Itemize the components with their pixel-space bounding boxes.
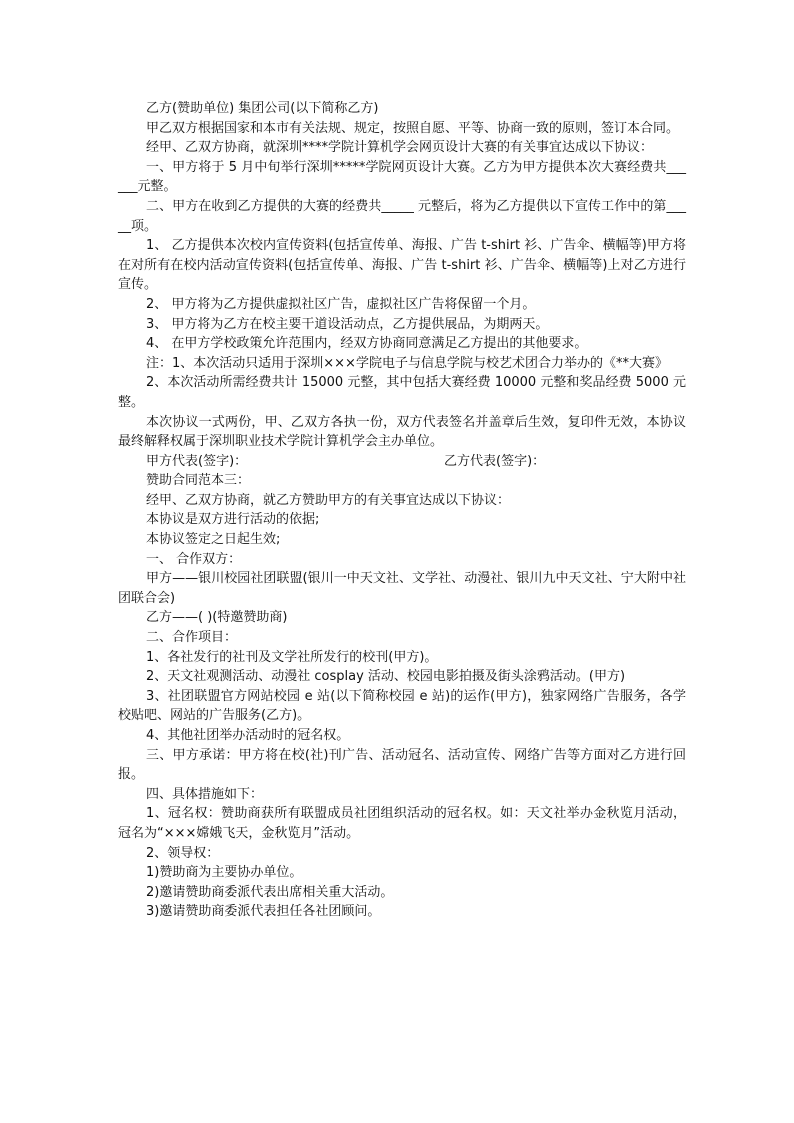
party-b-signature-label: 乙方代表(签字)： (444, 453, 546, 469)
paragraph: 赞助合同范本三： (146, 473, 251, 489)
paragraph: 4、其他社团举办活动时的冠名权。 (146, 728, 350, 743)
document-body (118, 99, 686, 922)
party-a-signature-label: 甲方代表(签字)： (146, 453, 248, 469)
paragraph: 本协议签定之日起生效; (146, 532, 281, 548)
paragraph: 经甲、乙双方协商，就深圳****学院计算机学会网页设计大赛的有关事宜达成以下协议： (146, 140, 654, 156)
paragraph: 本次协议一式两份，甲、乙双方各执一份，双方代表签名并盖章后生效，复印件无效，本协议最终解释权属于深圳职业技术学院计算机学会主办单位。 (118, 414, 686, 450)
paragraph: 甲乙双方根据国家和本市有关法规、规定，按照自愿、平等、协商一致的原则，签订本合同。 (146, 120, 680, 136)
paragraph: 乙方——( )(特邀赞助商) (146, 610, 288, 626)
paragraph: 1、 乙方提供本次校内宣传资料(包括宣传单、海报、广告 t-shirt 衫、广告伞、横幅等)甲方将在对所有在校内活动宣传资料(包括宣传单、海报、广告 t-shirt 衫、广告伞、横幅等)上对乙方进行宣传。 (118, 238, 686, 293)
paragraph: 2、天文社观测活动、动漫社 cosplay 活动、校园电影拍摄及街头涂鸦活动。(甲方) (146, 669, 626, 685)
paragraph: 3、 甲方将为乙方在校主要干道设活动点，乙方提供展品，为期两天。 (146, 316, 549, 332)
paragraph: 3、社团联盟官方网站校园 e 站(以下简称校园 e 站)的运作(甲方)，独家网络广告服务，各学校贴吧、网站的广告服务(乙方)。 (118, 688, 686, 724)
paragraph: 二、合作项目： (146, 630, 238, 646)
paragraph: 1、冠名权：赞助商获所有联盟成员社团组织活动的冠名权。如：天文社举办金秋览月活动，冠名为“×××嫦娥飞天，金秋览月”活动。 (118, 806, 686, 841)
paragraph: 4、 在甲方学校政策允许范围内，经双方协商同意满足乙方提出的其他要求。 (146, 336, 588, 352)
paragraph: 四、具体措施如下： (146, 786, 264, 802)
paragraph: 三、甲方承诺：甲方将在校(社)刊广告、活动冠名、活动宣传、网络广告等方面对乙方进行回报。 (118, 747, 686, 783)
paragraph: 2、 甲方将为乙方提供虚拟社区广告，虚拟社区广告将保留一个月。 (146, 296, 536, 312)
paragraph: 1、各社发行的社刊及文学社所发行的校刊(甲方)。 (146, 649, 438, 665)
signature-row (118, 452, 686, 472)
paragraph: 经甲、乙双方协商，就乙方赞助甲方的有关事宜达成以下协议： (146, 492, 511, 508)
paragraph: 二、甲方在收到乙方提供的大赛的经费共_____ 元整后，将为乙方提供以下宣传工作中的第_____项。 (118, 198, 686, 234)
paragraph: 乙方(赞助单位) 集团公司(以下简称乙方) (146, 101, 379, 116)
paragraph: 2)邀请赞助商委派代表出席相关重大活动。 (146, 884, 394, 900)
paragraph: 1)赞助商为主要协办单位。 (146, 865, 303, 881)
paragraph: 3)邀请赞助商委派代表担任各社团顾问。 (146, 904, 381, 920)
paragraph: 本协议是双方进行活动的依据; (146, 512, 320, 528)
paragraph: 2、本次活动所需经费共计 15000 元整，其中包括大赛经费 10000 元整和奖品经费 5000 元整。 (118, 375, 686, 410)
paragraph: 注：1、本次活动只适用于深圳×××学院电子与信息学院与校艺术团合力举办的《**大赛》 (146, 355, 668, 371)
paragraph: 甲方——银川校园社团联盟(银川一中天文社、文学社、动漫社、银川九中天文社、宁大附中社团联合会) (118, 571, 686, 606)
paragraph: 一、 合作双方： (146, 551, 242, 567)
paragraph: 2、领导权： (146, 845, 220, 861)
paragraph: 一、甲方将于 5 月中旬举行深圳*****学院网页设计大赛。乙方为甲方提供本次大赛经费共______元整。 (118, 159, 686, 195)
